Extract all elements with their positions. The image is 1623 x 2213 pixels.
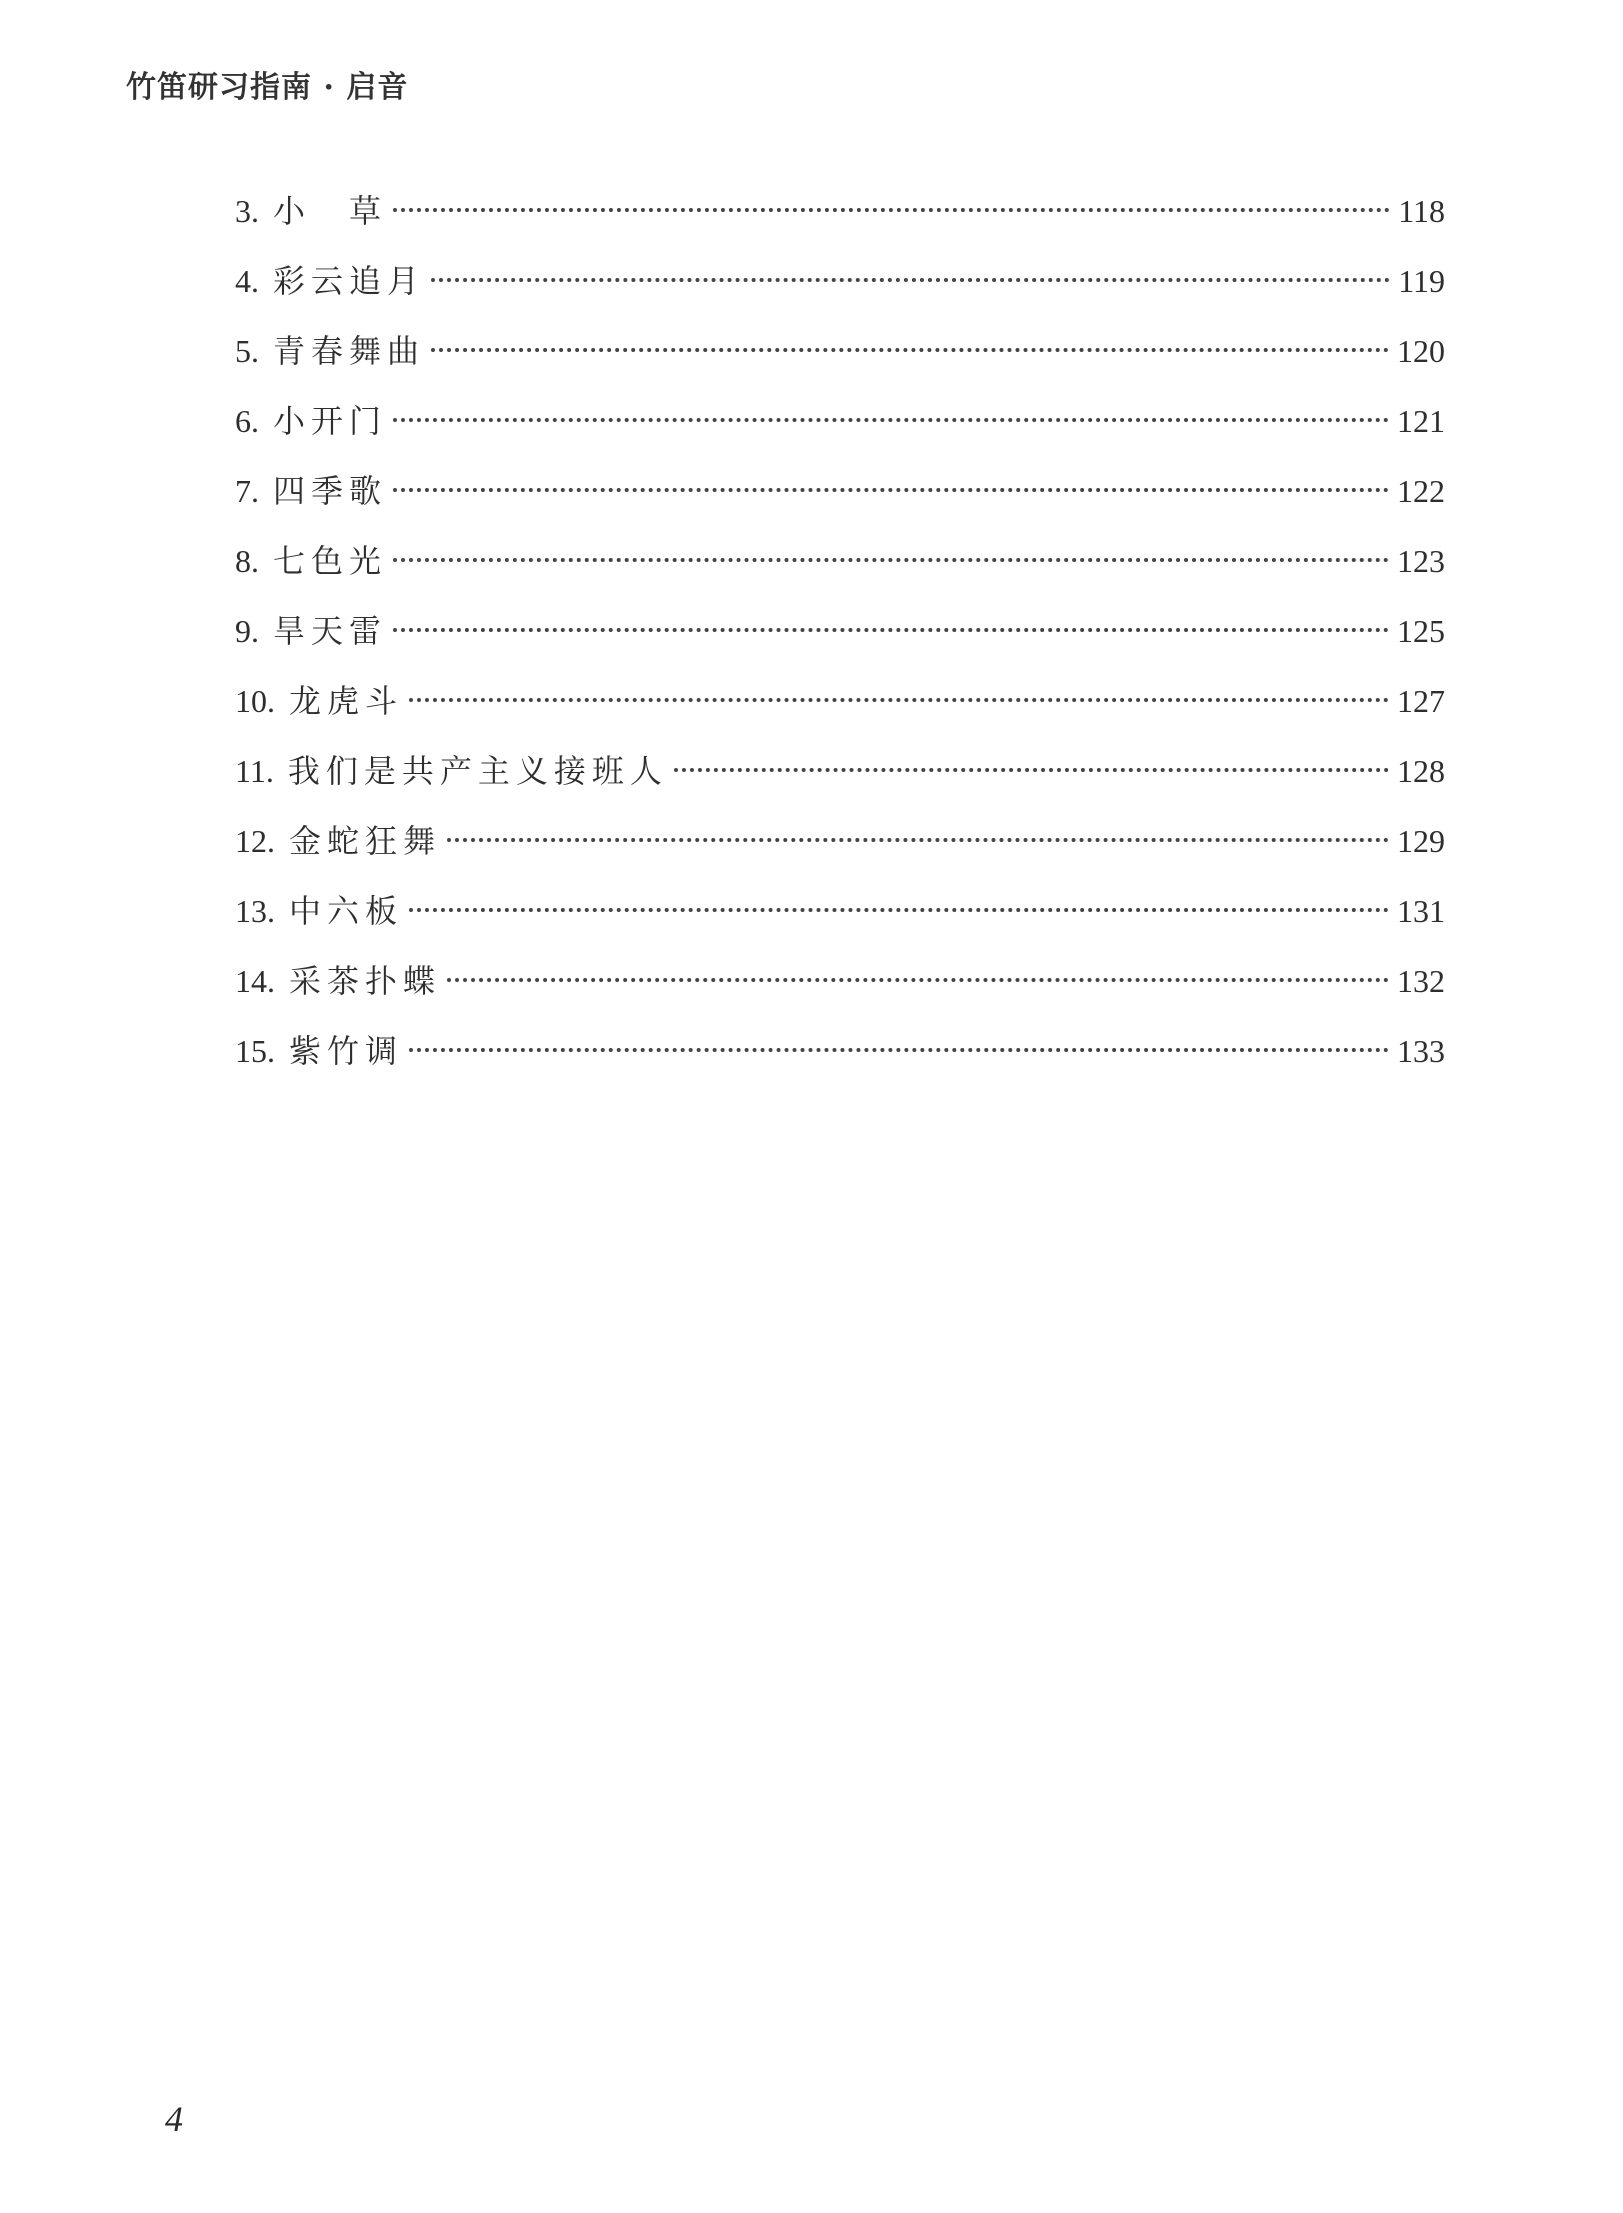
toc-entry-number: 15. xyxy=(235,1033,275,1069)
toc-entry-page: 132 xyxy=(1397,963,1445,999)
toc-entry xyxy=(235,606,1445,676)
toc-entry-title: 小 草 xyxy=(273,192,388,230)
toc-entry-title: 龙虎斗 xyxy=(289,682,404,720)
toc-entry-title: 七色光 xyxy=(273,542,388,580)
toc-entry-title: 小开门 xyxy=(273,402,388,440)
dot-leader xyxy=(409,908,1389,912)
toc-entry xyxy=(235,536,1445,606)
toc-entry-title: 中六板 xyxy=(289,892,404,930)
toc-entry-number: 3. xyxy=(235,193,259,229)
toc-entry-title: 紫竹调 xyxy=(289,1032,404,1070)
toc-entry-page: 118 xyxy=(1398,193,1445,229)
toc-entry-page: 120 xyxy=(1397,333,1445,369)
toc-entry-number: 13. xyxy=(235,893,275,929)
toc-entry xyxy=(235,466,1445,536)
toc-entry-number: 12. xyxy=(235,823,275,859)
dot-leader xyxy=(393,628,1389,632)
dot-leader xyxy=(393,208,1390,212)
toc-entry xyxy=(235,676,1445,746)
dot-leader xyxy=(431,278,1390,282)
toc-entry-number: 10. xyxy=(235,683,275,719)
dot-leader xyxy=(674,768,1389,772)
toc-entry xyxy=(235,256,1445,326)
toc-entry-number: 9. xyxy=(235,613,259,649)
toc-entry xyxy=(235,886,1445,956)
toc-entry-title: 采茶扑蝶 xyxy=(289,962,442,1000)
toc-entry-page: 129 xyxy=(1397,823,1445,859)
toc-entry-title: 我们是共产主义接班人 xyxy=(287,752,668,790)
toc-entry-page: 127 xyxy=(1397,683,1445,719)
dot-leader xyxy=(393,488,1389,492)
toc-entry-page: 121 xyxy=(1397,403,1445,439)
toc-entry-title: 旱天雷 xyxy=(273,612,388,650)
toc-entry xyxy=(235,816,1445,886)
toc-entry-number: 4. xyxy=(235,263,259,299)
toc-entry-title: 金蛇狂舞 xyxy=(289,822,442,860)
toc-entry-page: 123 xyxy=(1397,543,1445,579)
table-of-contents xyxy=(235,186,1445,1096)
toc-entry-title: 四季歌 xyxy=(273,472,388,510)
toc-entry xyxy=(235,186,1445,256)
toc-entry xyxy=(235,956,1445,1026)
dot-leader xyxy=(409,698,1389,702)
toc-entry-title: 彩云追月 xyxy=(273,262,426,300)
toc-entry xyxy=(235,1026,1445,1096)
toc-entry-number: 11. xyxy=(235,753,274,789)
toc-entry xyxy=(235,326,1445,396)
toc-entry xyxy=(235,396,1445,466)
toc-entry-number: 8. xyxy=(235,543,259,579)
toc-entry-page: 125 xyxy=(1397,613,1445,649)
toc-entry xyxy=(235,746,1445,816)
toc-entry-page: 119 xyxy=(1398,263,1445,299)
toc-entry-number: 14. xyxy=(235,963,275,999)
toc-entry-page: 128 xyxy=(1397,753,1445,789)
page-number: 4 xyxy=(165,2099,183,2139)
toc-entry-number: 7. xyxy=(235,473,259,509)
dot-leader xyxy=(409,1048,1389,1052)
toc-entry-page: 122 xyxy=(1397,473,1445,509)
toc-entry-page: 131 xyxy=(1397,893,1445,929)
dot-leader xyxy=(447,838,1389,842)
running-header: 竹笛研习指南 · 启音 xyxy=(126,70,409,105)
dot-leader xyxy=(393,418,1389,422)
toc-entry-page: 133 xyxy=(1397,1033,1445,1069)
dot-leader xyxy=(447,978,1389,982)
toc-entry-number: 5. xyxy=(235,333,259,369)
dot-leader xyxy=(431,348,1389,352)
toc-entry-title: 青春舞曲 xyxy=(273,332,426,370)
dot-leader xyxy=(393,558,1389,562)
toc-entry-number: 6. xyxy=(235,403,259,439)
